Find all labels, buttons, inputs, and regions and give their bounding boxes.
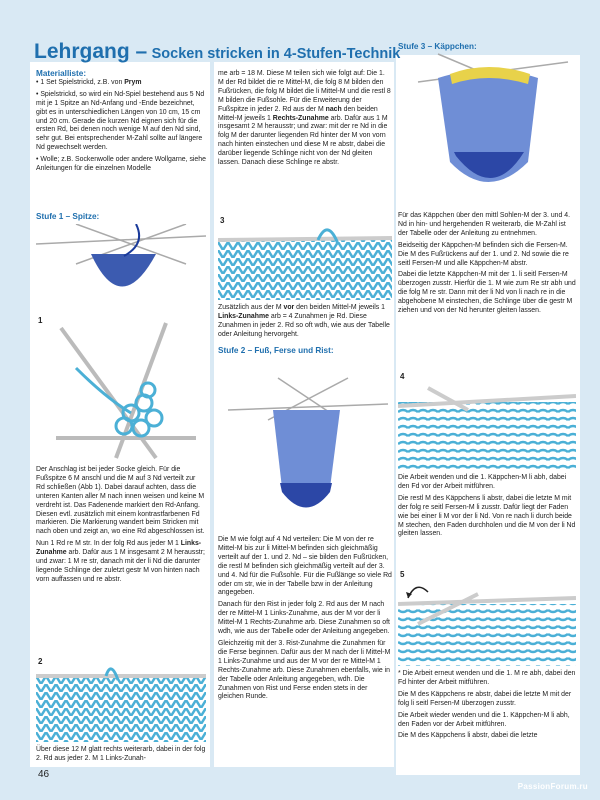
stufe2-heading: Stufe 2 – Fuß, Ferse und Rist: — [218, 346, 334, 355]
sock-foot-photo — [218, 358, 392, 530]
materials-list — [36, 70, 206, 177]
col2-p1-e: arb. Dafür aus 1 M insgesamt 2 M herausstr; und zwar: mit der re Nd in die folg M der darunter liegenden Rd hinter der M von vorn nach hinten einstechen und diese M re abstr, dabei die darüber liegende Schlinge nicht von der Nd gleiten lassen. Danach diese Schlinge re abstr. — [218, 114, 388, 167]
col2-p1-b: nach — [325, 105, 342, 113]
material-brand: Prym — [124, 78, 142, 86]
col3-paragraph-9: Die M des Käppchens li abstr, dabei die letzte — [398, 732, 538, 740]
title-sub: Socken stricken in 4-Stufen-Technik — [151, 46, 401, 62]
figure-1-number: 1 — [38, 316, 43, 325]
col1-p2-b: Links-Zunahme — [36, 540, 202, 557]
figure-4-diagram — [398, 376, 576, 470]
col1-p2-c: arb. Dafür aus 1 M insgesamt 2 M herausstr; und zwar: 1 M re str, danach mit der li Nd die darunter liegende Schlinge der zuletzt gestr M von hinten nach vorn auffassen und re abstr. — [36, 549, 205, 583]
column-3-body-mid — [398, 474, 576, 542]
title-main: Lehrgang – — [34, 40, 148, 63]
col2-p2-b: vor — [283, 304, 295, 311]
col2-p1-a: me arb = 18 M. Diese M teilen sich wie folgt auf: Die 1. M der Rd bildet die re Mittel-M, die folg 8 M bilden den Fußrücken, die folg M bildet die li Mittel-M und die restl 8 M bilden die Fußsohle. Für die Erweiterung der Fußspitze in jeder 2. Rd aus der M — [218, 70, 391, 113]
column-3-body-top — [398, 212, 576, 319]
material-item-1: • 1 Set Spielstrickd, z.B. von — [36, 78, 125, 86]
col3-paragraph-7: Die M des Käppchens re abstr, dabei die letzte M mit der folg li seitl Fersen-M überzogen zusstr. — [398, 690, 572, 707]
col1-paragraph-1: Der Anschlag ist bei jeder Socke gleich. Für die Fußspitze 6 M anschl und die M auf 3 Nd verteilt zur Rd schließen (Abb 1). Dabei darauf achten, dass die unteren Kanten aller M nach innen weisen und keine M verdreht ist. Das Fadenende markiert den Rd-Anfang. Diesen evtl. zusätzlich mit einem kontrastfarbenen Fd markieren. Die Markierung wandert beim Stricken mit nach oben und zeigt an, wo eine Rd abgeschlossen ist. — [36, 466, 205, 536]
col3-paragraph-6: * Die Arbeit erneut wenden und die 1. M re abh, dabei den Fd hinter der Arbeit mitführen. — [398, 670, 576, 686]
col2-p2-c: den beiden Mittel-M jeweils 1 — [294, 304, 386, 311]
figure-4-number: 4 — [400, 372, 405, 381]
col3-paragraph-4: Die Arbeit wenden und die 1. Käppchen-M li abh, dabei den Fd vor der Arbeit mitführen. — [398, 474, 567, 490]
page-title — [34, 40, 400, 64]
col3-paragraph-3: Dabei die letzte Käppchen-M mit der 1. li seitl Fersen-M überzogen zusstr. Hierfür die 1. M wie zum Re str abh und die folg M re str. Dann mit der li Nd von li nach re in die abgehobene M einstechen, die Schlinge über die gestr M ziehen und von der Nd herunter gleiten lassen. — [398, 271, 576, 315]
col2-paragraph-4: Danach für den Rist in jeder folg 2. Rd aus der M nach der re Mittel-M 1 Links-Zunahme, aus der M vor der li Mittel-M 1 Rechts-Zunahme arb. Diese Zunahmen so oft wdh, wie aus der Tabelle oder der Anleitung angegeben. — [218, 601, 390, 636]
col1-p2-a: Nun 1 Rd re M str. In der folg Rd aus jeder M 1 — [36, 540, 181, 548]
figure-3-number: 3 — [220, 216, 225, 225]
column-2-body-mid — [218, 304, 392, 343]
stufe1-heading: Stufe 1 – Spitze: — [36, 212, 100, 221]
column-2-body-top — [218, 70, 392, 171]
materials-heading: Materialliste: — [36, 69, 87, 78]
col2-p2-e: arb = 4 Zunahmen je Rd. Diese Zunahmen in jeder 2. Rd so oft wdh, wie aus der Tabelle oder Anleitung hervorgeht. — [218, 312, 390, 338]
stufe3-heading: Stufe 3 – Käppchen: — [398, 42, 477, 51]
sock-heel-photo — [398, 52, 578, 204]
col3-paragraph-5: Die restl M des Käppchens li abstr, dabei die letzte M mit der folg re seitl Fersen-M li zusstr. Dafür liegt der Faden wie bei einer li M vor der li Nd. Von re nach li durch beide M stechen, den Faden durchholen und die M von der li Nd gleiten lassen. — [398, 494, 576, 538]
material-item-3: • Wolle; z.B. Sockenwolle oder andere Wollgarne, siehe Anleitungen für die einzelnen Modelle — [36, 156, 206, 173]
material-item-2: • Spielstrickd, so wird ein Nd-Spiel bestehend aus 5 Nd mit je 1 Spitze an Nd-Anfang und -Ende bezeichnet, gibt es in unterschiedlichen Längen von 10 cm, 15 cm und 20 cm. Gerade die kurzen Nd eignen sich für die ersten Rd, bei denen noch wenige M auf den Nd sind, sehr gut. Bei entsprechender M-Zahl sollte auf längere Nd gewechselt werden. — [36, 90, 205, 152]
col2-paragraph-5: Gleichzeitig mit der 3. Rist-Zunahme die Zunahmen für die Ferse beginnen. Dafür aus der M nach der li Mittel-M 1 Links-Zunahme und aus der M vor der re Mittel-M 1 Rechts-Zunahme arb. Diese Zunahmen ebenfalls, wie in der Tabelle oder Anleitung angegeben, wdh. Die Zunahmen von Rist und Ferse enden stets in der gleichen Runde. — [218, 639, 391, 701]
figure-3-diagram — [218, 218, 392, 300]
sock-tip-photo — [36, 224, 206, 314]
column-1-body — [36, 466, 206, 588]
col2-p1-d: Rechts-Zunahme — [272, 114, 329, 122]
col1-paragraph-3: Über diese 12 M glatt rechts weiterarb, dabei in der folg 2. Rd aus jeder 2. M 1 Links-Zunah- — [36, 746, 206, 762]
col2-p2-d: Links-Zunahme — [218, 312, 269, 320]
figure-5-number: 5 — [400, 570, 405, 579]
col2-p2-a: Zusätzlich aus der M — [218, 304, 284, 311]
site-watermark: PassionForum.ru — [517, 782, 588, 791]
col3-paragraph-8: Die Arbeit wieder wenden und die 1. Käppchen-M li abh, den Faden vor der Arbeit mitführen. — [398, 711, 570, 728]
figure-1-diagram — [36, 318, 206, 462]
col2-paragraph-3: Die M wie folgt auf 4 Nd verteilen: Die M von der re Mittel-M bis zur li Mittel-M befinden sich gleichmäßig verteilt auf der 1. und 2. Nd – sie bilden den Fußrücken, die restl M befinden sich gleichmäßig verteilt auf der 3. und 4. Nd für die Fußsohle. Für die Fußlänge so viele Rd oder cm str, wie in der Tabelle bzw in der Anleitung angegeben. — [218, 536, 392, 597]
col3-paragraph-2: Beidseitig der Käppchen-M befinden sich die Fersen-M. Die M des Fußrückens auf der 1. und 2. Nd sowie die re seitl Fersen-M und alle Käppchen-M abstr. — [398, 241, 569, 267]
col3-paragraph-1: Für das Käppchen über den mittl Sohlen-M der 3. und 4. Nd in hin- und hergehenden R weiterarb, die M-Zahl ist der Tabelle oder der Anleitung zu entnehmen. — [398, 212, 570, 237]
column-2-body-bottom — [218, 536, 392, 705]
figure-2-diagram — [36, 660, 206, 742]
col2-p1-c: den beiden Mittel-M jeweils 1 — [218, 105, 378, 122]
figure-2-number: 2 — [38, 657, 43, 666]
page-number: 46 — [38, 769, 50, 780]
figure-5-diagram — [398, 574, 576, 666]
column-3-body-bottom — [398, 670, 576, 744]
